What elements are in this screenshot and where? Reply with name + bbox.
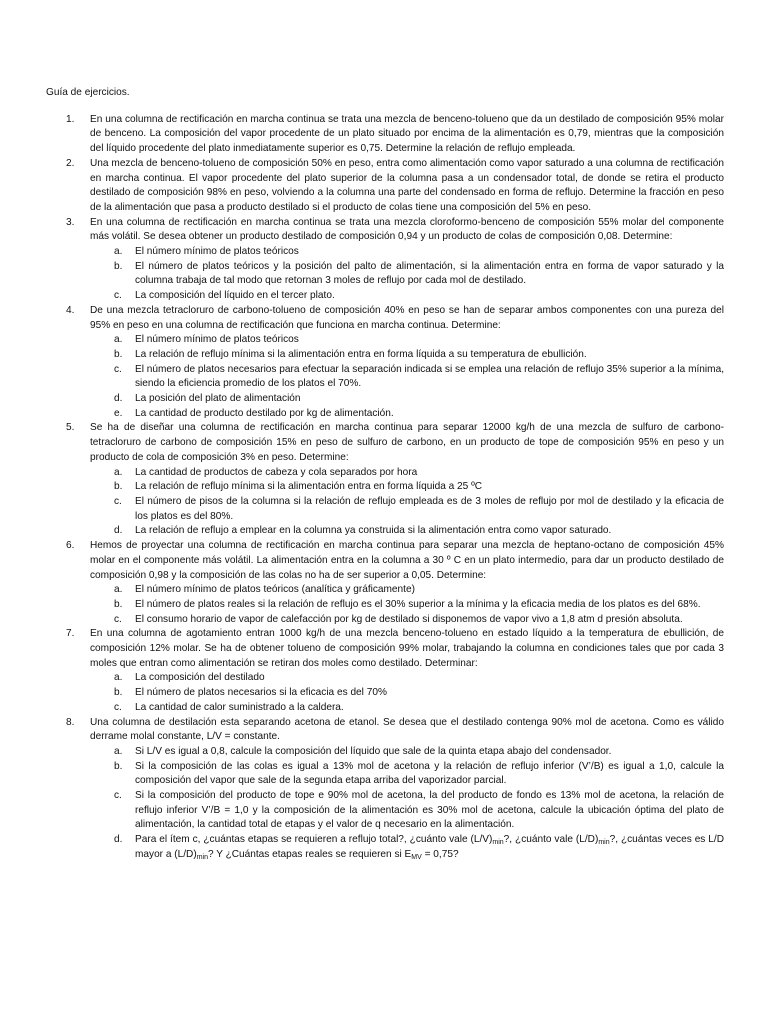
sub-question xyxy=(90,789,724,833)
sub-question-letter: c. xyxy=(114,290,122,302)
exercise-number: 5. xyxy=(66,422,75,434)
sub-question xyxy=(90,833,724,862)
sub-question-letter: a. xyxy=(114,745,123,757)
sub-question xyxy=(90,260,724,289)
text-fragment: ? Y ¿Cuántas etapas reales se requieren si E xyxy=(207,848,412,860)
exercise-text: Se ha de diseñar una columna de rectificación en marcha continua para separar 12000 kg/h de una mezcla de sulfuro de carbono-tetracloruro de carbono de composición 15% en peso de sulfuro de carbono, en un producto de tope de composición 95% en peso y un producto de cola de composición 3% en peso. Determine: xyxy=(90,422,724,463)
sub-question xyxy=(90,524,724,539)
sub-question-letter: b. xyxy=(114,760,123,772)
sub-question-letter: a. xyxy=(114,466,123,478)
exercise-text: Una mezcla de benceno-tolueno de composición 50% en peso, entra como alimentación como vapor saturado a una columna de rectificación en marcha continua. El vapor procedente del plato superior de la columna pasa a un condensador total, de donde se retira el producto destilado de composición 98% en peso, volviendo a la columna una parte del condensado en forma de reflujo. Determine la fracción en peso de la alimentación que pasa a producto destilado si el producto de colas tiene una composición del 5% en peso. xyxy=(90,157,724,213)
exercise-item xyxy=(46,304,724,422)
exercise-list xyxy=(46,113,724,863)
exercise-text: En una columna de rectificación en marcha continua se trata una mezcla de benceno-tolueno que da un destilado de composición 95% molar de benceno. La composición del vapor procedente de un plato situado por encima de la alimentación es 0,79, mientras que la composición del líquido procedente del plato inmediatamente superior es 0,75. Determine la relación de reflujo empleada. xyxy=(90,113,724,155)
sub-question xyxy=(90,480,724,495)
sub-question-list xyxy=(90,671,724,715)
subscript: min xyxy=(492,839,504,847)
sub-question xyxy=(90,289,724,304)
exercise-number: 7. xyxy=(66,628,75,640)
sub-question-letter: d. xyxy=(114,834,123,846)
exercise-number: 2. xyxy=(66,157,75,169)
sub-question-letter: b. xyxy=(114,348,123,360)
sub-question-list xyxy=(90,466,724,540)
sub-question-letter: a. xyxy=(114,584,123,596)
sub-question xyxy=(90,760,724,789)
sub-question-text: La cantidad de productos de cabeza y cola separados por hora xyxy=(135,466,418,478)
exercise-item xyxy=(46,113,724,157)
text-fragment: ?, ¿cuántas veces es L/D mayor a (L/D) xyxy=(135,834,724,860)
sub-question xyxy=(90,348,724,363)
exercise-item xyxy=(46,157,724,216)
sub-question xyxy=(90,686,724,701)
exercise-number: 3. xyxy=(66,216,75,228)
sub-question-letter: c. xyxy=(114,701,122,713)
exercise-text: En una columna de rectificación en marcha continua se trata una mezcla cloroformo-benceno de composición 55% molar del componente más volátil. Se desea obtener un producto destilado de composición 0,94 y un producto de colas de composición 0,08. Determine: xyxy=(90,216,724,243)
sub-question-letter: b. xyxy=(114,598,123,610)
sub-question-text: La cantidad de calor suministrado a la caldera. xyxy=(135,701,344,713)
sub-question-text: Si la composición de las colas es igual a 13% mol de acetona y la relación de reflujo inferior (V’/B) es igual a 1,0, calcule la composición del vapor que sale de la segunda etapa arriba del vaporizador parcial. xyxy=(135,760,724,787)
sub-question xyxy=(90,466,724,481)
exercise-text: Hemos de proyectar una columna de rectificación en marcha continua para separar una mezcla de heptano-octano de composición 45% molar en el componente más volátil. La alimentación entra en la columna a 30 º C en un plato intermedio, para dar un producto destilado de composición 0,98 y la composición de las colas no ha de ser superior a 0,05. Determine: xyxy=(90,540,724,581)
subscript: min xyxy=(598,839,610,847)
exercise-number: 6. xyxy=(66,540,75,552)
sub-question xyxy=(90,363,724,392)
sub-question-text: El número de platos necesarios si la eficacia es del 70% xyxy=(135,687,387,699)
sub-question-text: La composición del líquido en el tercer plato. xyxy=(135,290,335,302)
text-fragment: = 0,75? xyxy=(421,848,459,860)
sub-question-text: El número mínimo de platos teóricos xyxy=(135,246,299,258)
sub-question xyxy=(90,671,724,686)
sub-question-list xyxy=(90,745,724,863)
sub-question-text: La relación de reflujo mínima si la alimentación entra en forma líquida a su temperatura de ebullición. xyxy=(135,348,587,360)
exercise-text: De una mezcla tetracloruro de carbono-tolueno de composición 40% en peso se han de separar ambos componentes con una pureza del 95% en peso en una columna de rectificación que funciona en marcha continua. Determine: xyxy=(90,304,724,331)
sub-question-text: La posición del plato de alimentación xyxy=(135,393,301,405)
sub-question-text: El número de pisos de la columna si la relación de reflujo empleada es de 3 moles de reflujo por mol de destilado y la eficacia de los platos es del 80%. xyxy=(135,495,724,522)
sub-question-text: El número mínimo de platos teóricos xyxy=(135,334,299,346)
sub-question xyxy=(90,495,724,524)
exercise-number: 1. xyxy=(66,113,75,125)
sub-question-letter: d. xyxy=(114,393,123,405)
sub-question-text: La relación de reflujo mínima si la alimentación entra en forma líquida a 25 ºC xyxy=(135,481,483,493)
exercise-item xyxy=(46,627,724,715)
sub-question-text: El consumo horario de vapor de calefacción por kg de destilado si disponemos de vapor vivo a 1,8 atm d presión absoluta. xyxy=(135,613,683,625)
sub-question xyxy=(90,245,724,260)
sub-question xyxy=(90,701,724,716)
sub-question-letter: c. xyxy=(114,613,122,625)
exercise-text: Una columna de destilación esta separando acetona de etanol. Se desea que el destilado contenga 90% mol de acetona. Como es válido derrame molal constante, L/V = constante. xyxy=(90,716,724,743)
subscript: min xyxy=(196,853,208,861)
sub-question-text: El número mínimo de platos teóricos (analítica y gráficamente) xyxy=(135,584,415,596)
sub-question-text: Si L/V es igual a 0,8, calcule la composición del líquido que sale de la quinta etapa abajo del condensador. xyxy=(135,745,612,757)
exercise-number: 4. xyxy=(66,304,75,316)
sub-question-list xyxy=(90,333,724,421)
sub-question xyxy=(90,598,724,613)
sub-question-letter: b. xyxy=(114,260,123,272)
sub-question-letter: c. xyxy=(114,495,122,507)
sub-question-text xyxy=(135,833,724,862)
exercise-item xyxy=(46,716,724,863)
sub-question xyxy=(90,407,724,422)
sub-question xyxy=(90,745,724,760)
sub-question xyxy=(90,392,724,407)
exercise-item xyxy=(46,421,724,539)
sub-question-letter: d. xyxy=(114,525,123,537)
sub-question-text: El número de platos reales si la relación de reflujo es el 30% superior a la mínima y la eficacia media de los platos es del 68%. xyxy=(135,598,701,610)
sub-question-letter: a. xyxy=(114,334,123,346)
exercise-number: 8. xyxy=(66,716,75,728)
sub-question-text: El número de platos teóricos y la posición del palto de alimentación, si la alimentación entra en forma de vapor saturado y la columna trabaja de tal modo que retornan 3 moles de reflujo por cada mol de destilado. xyxy=(135,260,724,287)
sub-question-letter: a. xyxy=(114,672,123,684)
sub-question xyxy=(90,583,724,598)
sub-question-list xyxy=(90,583,724,627)
sub-question-text: La cantidad de producto destilado por kg de alimentación. xyxy=(135,407,394,419)
sub-question xyxy=(90,333,724,348)
sub-question-letter: a. xyxy=(114,246,123,258)
sub-question-letter: e. xyxy=(114,407,123,419)
sub-question-text: La composición del destilado xyxy=(135,672,265,684)
exercise-item xyxy=(46,539,724,627)
sub-question-letter: c. xyxy=(114,363,122,375)
text-fragment: Para el ítem c, ¿cuántas etapas se requieren a reflujo total?, ¿cuánto vale (L/V) xyxy=(135,834,493,846)
sub-question-list xyxy=(90,245,724,304)
sub-question-letter: b. xyxy=(114,687,123,699)
sub-question-text: Si la composición del producto de tope e 90% mol de acetona, la del producto de fondo es 13% mol de acetona, la relación de reflujo inferior V’/B = 1,0 y la composición de la alimentación es 30% mol de acetona, calcule la ubicación óptima del plato de alimentación, la cantidad total de etapas y el valor de q necesario en la alimentación. xyxy=(135,790,724,831)
exercise-text: En una columna de agotamiento entran 1000 kg/h de una mezcla benceno-tolueno en estado líquido a la temperatura de ebullición, de composición 12% molar. Se ha de obtener tolueno de composición 99% molar, trabajando la columna en condiciones tales que por cada 3 moles que entran como alimentación se retiran dos moles como destilado. Determinar: xyxy=(90,628,724,669)
sub-question-text: La relación de reflujo a emplear en la columna ya construida si la alimentación entra como vapor saturado. xyxy=(135,525,612,537)
subscript: MV xyxy=(411,853,422,861)
sub-question-text: El número de platos necesarios para efectuar la separación indicada si se emplea una relación de reflujo 35% superior a la mínima, siendo la eficiencia promedio de los platos el 70%. xyxy=(135,363,724,390)
text-fragment: ?, ¿cuánto vale (L/D) xyxy=(503,834,599,846)
sub-question-letter: c. xyxy=(114,790,122,802)
document-title: Guía de ejercicios. xyxy=(46,87,130,98)
sub-question xyxy=(90,613,724,628)
sub-question-letter: b. xyxy=(114,481,123,493)
exercise-item xyxy=(46,216,724,304)
